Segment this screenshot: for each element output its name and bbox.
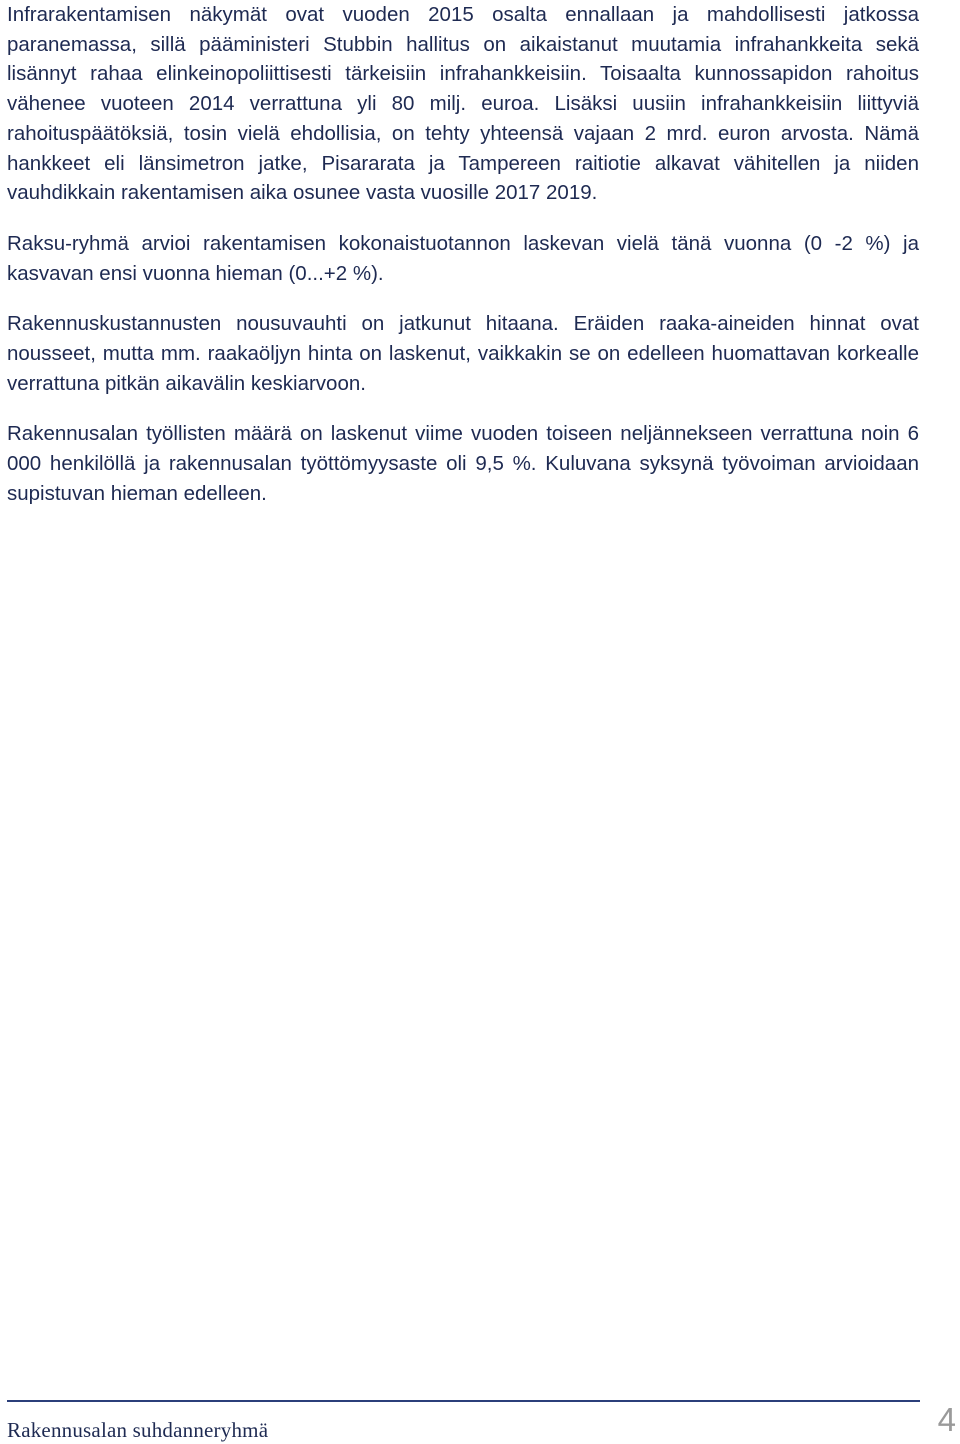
paragraph-construction-costs: Rakennuskustannusten nousuvauhti on jatkunut hitaana. Eräiden raaka-aineiden hinnat ovat nousseet, mutta mm. raakaöljyn hinta on laskenut, vaikkakin se on edelleen huomattavan korkealle verrattuna pitkän aikavälin keskiarvoon. (7, 312, 919, 395)
paragraph-employment: Rakennusalan työllisten määrä on laskenut viime vuoden toiseen neljännekseen verrattuna noin 6 000 henkilöllä ja rakennusalan työttömyysaste oli 9,5 %. Kuluvana syksynä työvoiman arvioidaan supistuvan hieman edelleen. (7, 422, 919, 505)
paragraph-infrastructure-outlook: Infrarakentamisen näkymät ovat vuoden 2015 osalta ennallaan ja mahdollisesti jatkossa paranemassa, sillä pääministeri Stubbin hallitus on aikaistanut muutamia infrahankkeita sekä lisännyt rahaa elinkeinopoliittisesti tärkeisiin infrahankkeisiin. Toisaalta kunnossapidon rahoitus vähenee vuoteen 2014 verrattuna yli 80 milj. euroa. Lisäksi uusiin infrahankkeisiin liittyviä rahoituspäätöksiä, tosin vielä ehdollisia, on tehty yhteensä vajaan 2 mrd. euron arvosta. Nämä hankkeet eli länsimetron jatke, Pisararata ja Tampereen raitiotie alkavat vähitellen ja niiden vauhdikkain rakentamisen aika osunee vasta vuosille 2017 2019. (7, 3, 919, 205)
page-number: 4 (937, 1401, 956, 1438)
footer-organization: Rakennusalan suhdanneryhmä (7, 1418, 269, 1442)
paragraph-production-forecast: Raksu-ryhmä arvioi rakentamisen kokonaistuotannon laskevan vielä tänä vuonna (0 -2 %) ja kasvavan ensi vuonna hieman (0...+2 %). (7, 231, 919, 285)
footer-divider (7, 1400, 920, 1402)
document-body (7, 0, 919, 509)
